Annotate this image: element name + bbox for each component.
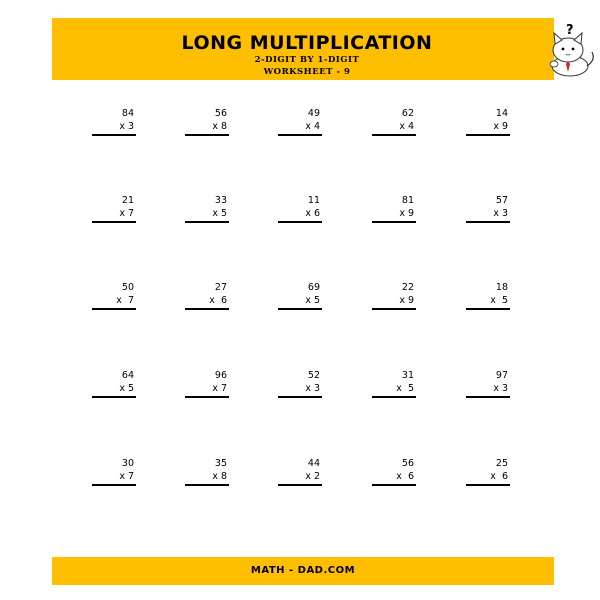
multiplicand: 56	[214, 108, 227, 119]
multiplier: x 6	[305, 208, 320, 219]
multiplicand: 84	[121, 108, 134, 119]
multiplicand: 25	[495, 458, 508, 469]
multiplicand: 27	[214, 282, 227, 293]
multiplicand: 14	[495, 108, 508, 119]
multiplier: x 7	[119, 208, 134, 219]
multiplicand: 49	[307, 108, 320, 119]
answer-line	[466, 221, 510, 223]
multiplicand: 50	[121, 282, 134, 293]
problem-10	[464, 195, 510, 225]
problem-21	[90, 458, 136, 488]
problem-5	[464, 108, 510, 138]
multiplier: x 5	[396, 383, 414, 394]
multiplicand: 33	[214, 195, 227, 206]
multiplier: x 7	[119, 471, 134, 482]
worksheet-number: WORKSHEET - 9	[263, 67, 351, 77]
question-mark: ?	[566, 23, 574, 38]
multiplier: x 7	[116, 295, 134, 306]
answer-line	[92, 484, 136, 486]
multiplicand: 64	[121, 370, 134, 381]
header-banner	[52, 18, 574, 80]
multiplicand: 22	[401, 282, 414, 293]
multiplier: x 9	[399, 295, 414, 306]
page-title: LONG MULTIPLICATION	[181, 32, 433, 54]
problem-14	[370, 282, 416, 312]
multiplicand: 35	[214, 458, 227, 469]
multiplier: x 9	[399, 208, 414, 219]
multiplier: x 8	[212, 471, 227, 482]
multiplicand: 11	[307, 195, 320, 206]
answer-line	[185, 396, 229, 398]
problem-13	[276, 282, 322, 312]
multiplier: x 5	[212, 208, 227, 219]
problem-12	[183, 282, 229, 312]
answer-line	[466, 484, 510, 486]
answer-line	[372, 484, 416, 486]
problem-4	[370, 108, 416, 138]
multiplier: x 3	[493, 208, 508, 219]
problem-20	[464, 370, 510, 400]
problem-6	[90, 195, 136, 225]
multiplier: x 8	[212, 121, 227, 132]
answer-line	[372, 134, 416, 136]
problem-18	[276, 370, 322, 400]
problem-25	[464, 458, 510, 488]
multiplier: x 3	[119, 121, 134, 132]
problem-15	[464, 282, 510, 312]
problem-grid	[90, 108, 520, 508]
multiplicand: 97	[495, 370, 508, 381]
answer-line	[185, 308, 229, 310]
answer-line	[466, 134, 510, 136]
multiplicand: 57	[495, 195, 508, 206]
multiplicand: 18	[495, 282, 508, 293]
problem-24	[370, 458, 416, 488]
page-subtitle: 2-DIGIT BY 1-DIGIT	[254, 55, 360, 65]
problem-8	[276, 195, 322, 225]
multiplier: x 6	[209, 295, 227, 306]
answer-line	[278, 134, 322, 136]
multiplicand: 56	[401, 458, 414, 469]
problem-9	[370, 195, 416, 225]
problem-19	[370, 370, 416, 400]
answer-line	[185, 221, 229, 223]
problem-2	[183, 108, 229, 138]
multiplicand: 44	[307, 458, 320, 469]
multiplier: x 3	[305, 383, 320, 394]
multiplier: x 4	[399, 121, 414, 132]
problem-1	[90, 108, 136, 138]
answer-line	[92, 396, 136, 398]
answer-line	[92, 134, 136, 136]
answer-line	[466, 308, 510, 310]
cat-mascot-icon	[536, 20, 600, 78]
problem-11	[90, 282, 136, 312]
multiplier: x 4	[305, 121, 320, 132]
multiplicand: 52	[307, 370, 320, 381]
problem-23	[276, 458, 322, 488]
answer-line	[278, 221, 322, 223]
multiplicand: 30	[121, 458, 134, 469]
multiplier: x 5	[119, 383, 134, 394]
multiplier: x 9	[493, 121, 508, 132]
multiplier: x 5	[305, 295, 320, 306]
problem-3	[276, 108, 322, 138]
multiplier: x 5	[490, 295, 508, 306]
footer-site: MATH - DAD.COM	[250, 565, 356, 576]
multiplier: x 3	[493, 383, 508, 394]
footer-banner	[52, 557, 554, 585]
multiplicand: 96	[214, 370, 227, 381]
answer-line	[278, 308, 322, 310]
problem-16	[90, 370, 136, 400]
answer-line	[185, 484, 229, 486]
multiplier: x 6	[490, 471, 508, 482]
multiplicand: 81	[401, 195, 414, 206]
multiplier: x 6	[396, 471, 414, 482]
answer-line	[466, 396, 510, 398]
multiplicand: 21	[121, 195, 134, 206]
problem-7	[183, 195, 229, 225]
answer-line	[372, 396, 416, 398]
answer-line	[92, 308, 136, 310]
answer-line	[185, 134, 229, 136]
answer-line	[278, 484, 322, 486]
answer-line	[278, 396, 322, 398]
problem-17	[183, 370, 229, 400]
problem-22	[183, 458, 229, 488]
answer-line	[92, 221, 136, 223]
multiplicand: 31	[401, 370, 414, 381]
multiplier: x 7	[212, 383, 227, 394]
multiplicand: 62	[401, 108, 414, 119]
multiplicand: 69	[307, 282, 320, 293]
multiplier: x 2	[305, 471, 320, 482]
answer-line	[372, 221, 416, 223]
answer-line	[372, 308, 416, 310]
